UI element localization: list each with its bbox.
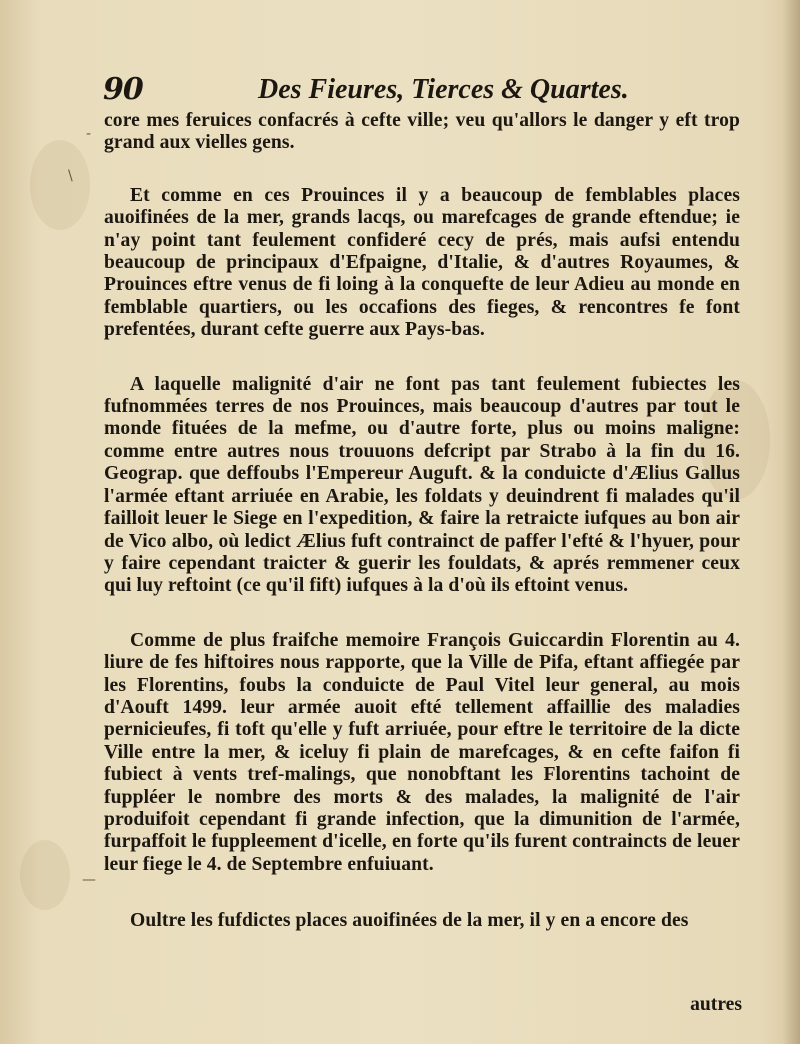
page-edge-shadow [782,0,800,1044]
margin-tick: \ [68,168,73,184]
body-text [104,110,740,933]
margin-tick: - [86,126,92,142]
running-title: Des Fieures, Tierces & Quartes. [258,74,629,105]
paragraph: Comme de plus fraifche memoire François Guiccardin Florentin au 4. liure de fes hiftoires nous rapporte, que la Ville de Pifa, eftant affiegée par les Florentins, foubs la conduicte de Paul Vitel leur general, au mois d'Aouft 1499. leur armée auoit efté tellement affaillie des maladies pernicieufes, fi toft qu'elle y fuft arriuée, pour eftre le territoire de la dicte Ville entre la mer, & iceluy fi plain de marefcages, & en cefte faifon fi fubiect à vents tref-malings, que nonobftant les Florentins tachoint de fuppléer le nombre des morts & des malades, la malignité de l'air produifoit cependant fi grande infection, que la dimunition de l'armée, furpaffoit le fuppleement d'icelle, en forte qu'ils furent contraincts de leuer leur fiege le 4. de Septembre enfuiuant. [104,629,740,875]
paragraph: A laquelle malignité d'air ne font pas tant feulement fubiectes les fufnommées terres de nos Prouinces, mais beaucoup d'autres par tout le monde fituées de la mefme, ou d'autre forte, plus ou moins maligne: comme entre autres nous trouuons defcript par Strabo à la fin du 16. Geograp. que deffoubs l'Empereur Auguft. & la conduicte d'Ælius Gallus l'armée eftant arriuée en Arabie, les foldats y deuindrent fi malades qu'il failloit leuer le Siege en l'expedition, & faire la retraicte iufques au bon air de Vico albo, où ledict Ælius fuft contrainct de paffer l'efté & l'hyuer, pour y faire cependant traicter & guerir les fouldats, & aprés remmener ceux qui luy reftoint (ce qu'il fift) iufques à la d'où ils eftoint venus. [104,373,740,597]
paragraph-continuation: core mes feruices confacrés à cefte ville; veu qu'allors le danger y eft trop grand aux vielles gens. [104,110,740,154]
paragraph: Et comme en ces Prouinces il y a beaucoup de femblables places auoifinées de la mer, grands lacqs, ou marefcages de grande eftendue; ie n'ay point tant feulement confideré cecy de prés, mais aufsi entendu beaucoup de principaux d'Efpaigne, d'Italie, & d'autres Royaumes, & Prouinces eftre venus de fi loing à la conquefte de leur Adieu au monde en femblable quartiers, ou les occafions des fieges, & rencontres fe font prefentées, durant cefte guerre aux Pays-bas. [104,184,740,341]
paper-stain [30,140,90,230]
page-number: 90 [103,72,143,107]
paper-stain [20,840,70,910]
margin-tick: — [82,872,96,888]
paragraph-final: Oultre les fufdictes places auoifinées de la mer, il y en a encore des [130,910,689,932]
page-header [103,70,629,110]
catchword: autres [690,994,742,1015]
